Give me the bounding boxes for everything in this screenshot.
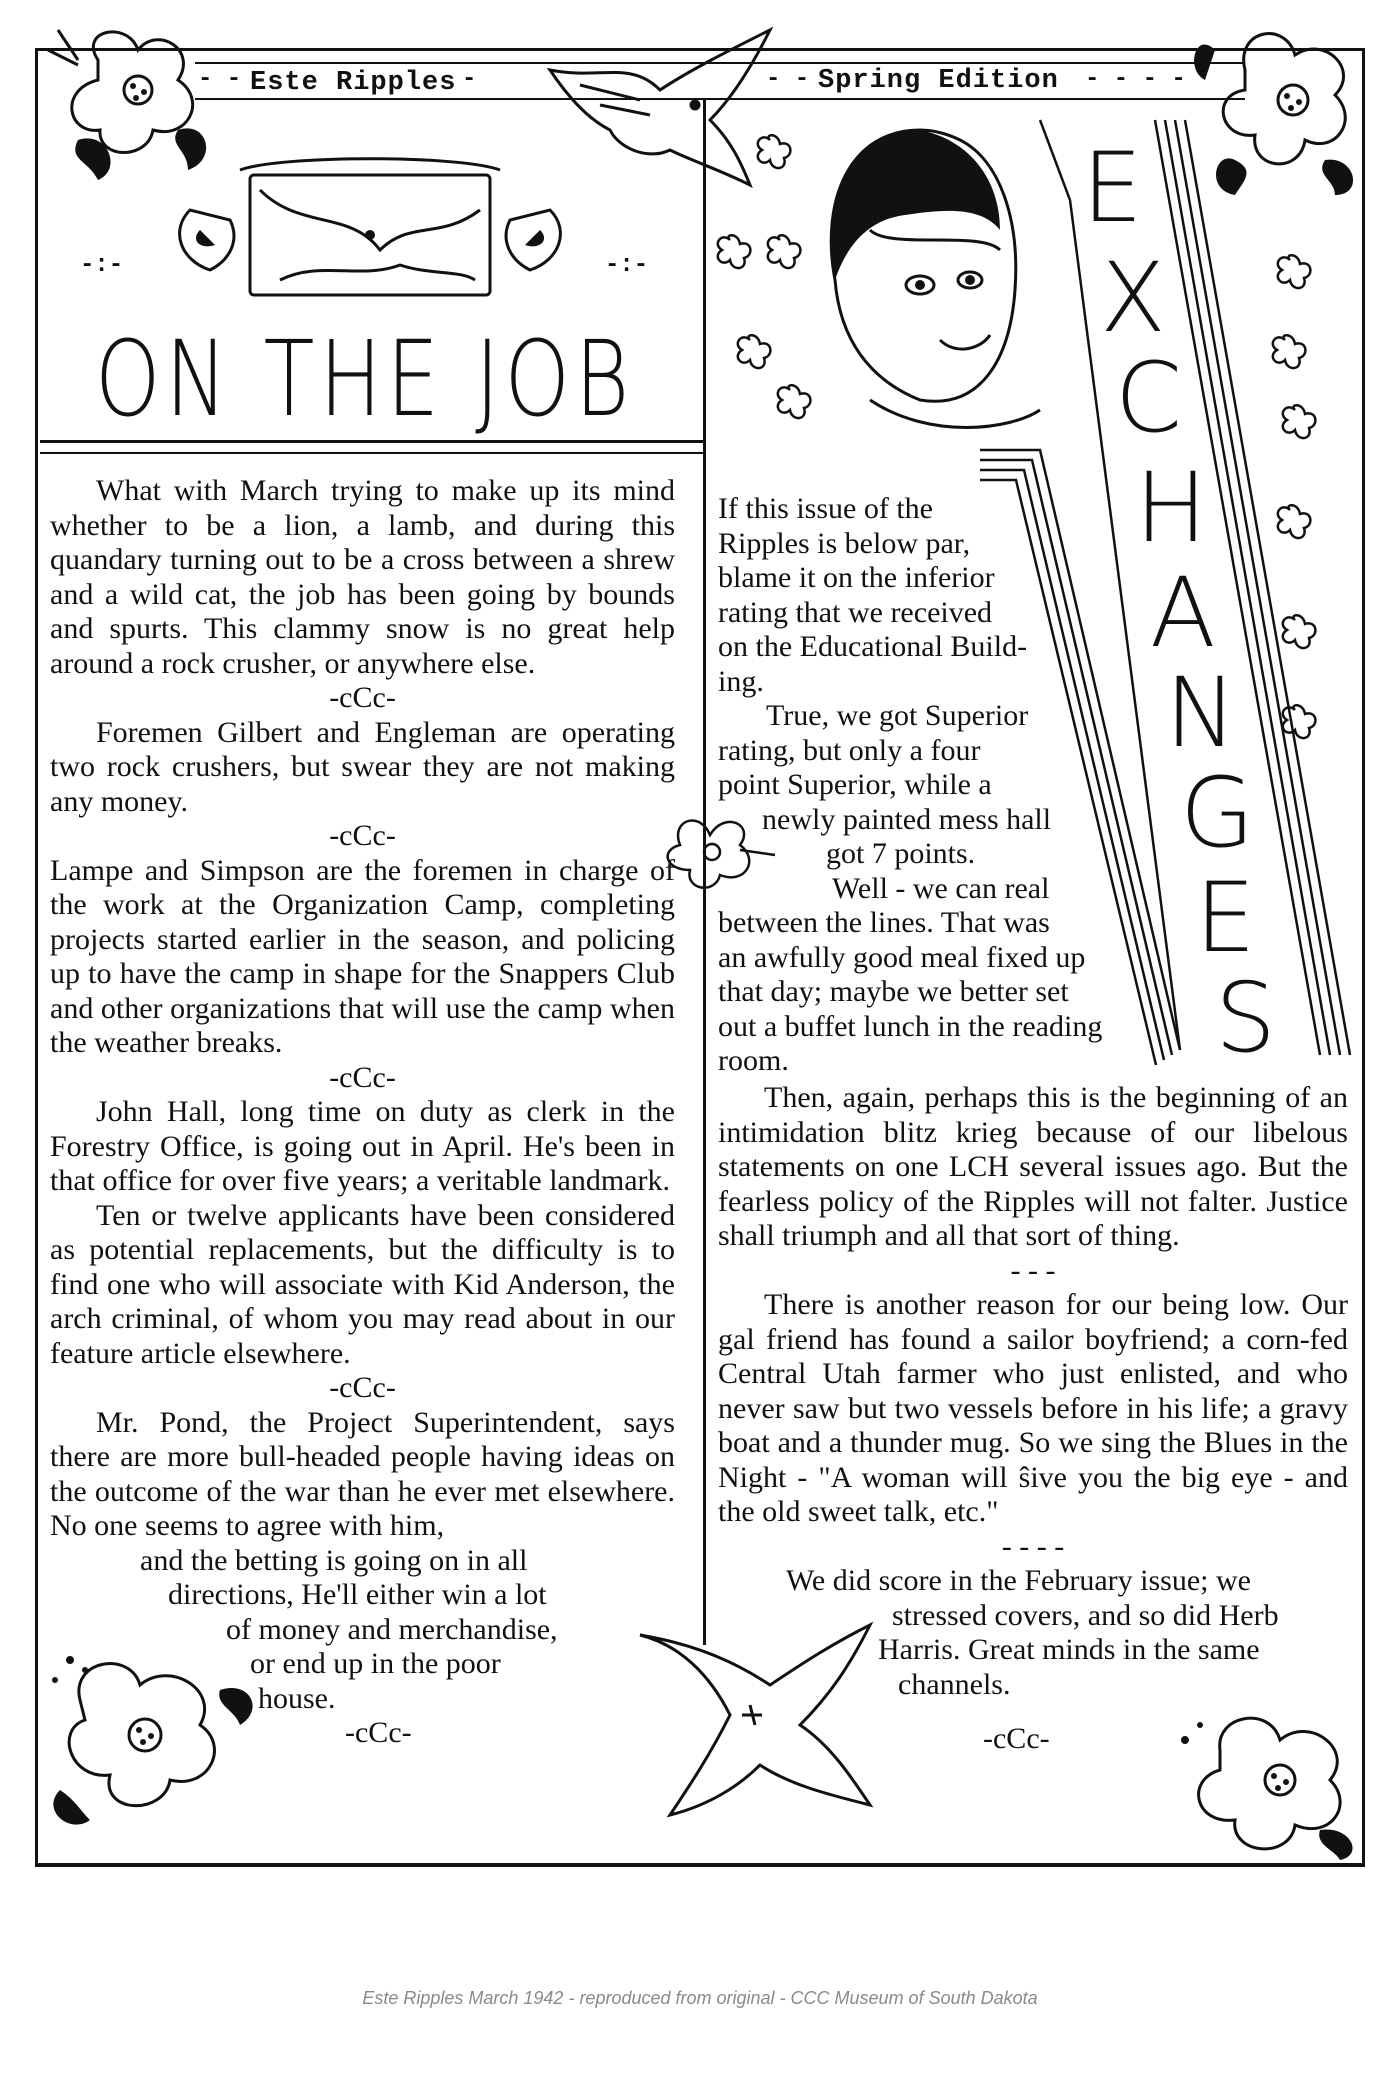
paragraph-line: directions, He'll either win a lot [168, 1578, 547, 1611]
paragraph: John Hall, long time on duty as clerk in the Forestry Office, is going out in April. He's been in that office for over five years; a veritable landmark. [50, 1095, 675, 1197]
paragraph-line: or end up in the poor [250, 1647, 501, 1680]
footer-caption: Este Ripples March 1942 - reproduced from original - CCC Museum of South Dakota [362, 1988, 1038, 2008]
on-the-job-illustration [160, 150, 590, 310]
paragraph-line: If this issue of the [718, 492, 933, 525]
paragraph-line: on the Educational Build- [718, 630, 1028, 663]
paragraph-line: channels. [898, 1667, 1011, 1701]
paragraph-line: of money and merchandise, [226, 1612, 558, 1646]
header-right-label: Spring Edition [818, 66, 1059, 96]
exchanges-letter: X [1100, 242, 1166, 354]
left-column-title: ON THE JOB [95, 318, 635, 440]
separator: -cCc- [329, 819, 396, 852]
exchanges-letter: S [1215, 962, 1276, 1074]
separator: -cCc- [329, 1371, 396, 1404]
paragraph-line: out a buffet lunch in the reading [718, 1009, 1103, 1043]
paragraph-line: an awfully good meal fixed up [718, 940, 1086, 974]
paragraph: Then, again, perhaps this is the beginning of an intimidation blitz krieg because of our libelous statements on one LCH several issues ago. But the fearless policy of the Ripples will not falter. Justice shall triumph and all that sort of thing. [718, 1081, 1348, 1252]
paragraph-line: Well - we can real [832, 871, 1050, 905]
paragraph-line: and the betting is going on in all [140, 1543, 528, 1577]
exchanges-letter: G [1180, 757, 1255, 869]
exchanges-letter: E [1195, 862, 1256, 974]
title-ornament-left: -:- [80, 252, 124, 279]
separator: -cCc- [329, 1060, 396, 1094]
right-column-body [718, 1081, 1348, 1757]
bottom-border [35, 1863, 1365, 1867]
separator: - - - [1010, 1253, 1056, 1287]
separator: - - - - [1001, 1529, 1065, 1563]
paragraph-line: room. [718, 1044, 789, 1077]
paragraph-line: newly painted mess hall [762, 802, 1052, 836]
paragraph-line: rating, but only a four [718, 733, 981, 767]
paragraph-line: house. [258, 1681, 336, 1715]
left-section-rule-2 [40, 452, 705, 454]
paragraph-line: Ripples is below par, [718, 526, 971, 560]
paragraph-line: ing. [718, 664, 764, 698]
left-column-body [50, 474, 675, 1751]
paragraph: Ten or twelve applicants have been considered as potential replacements, but the difficulty is to find one who will associate with Kid Anderson, the arch criminal, of whom you may read about in our feature article elsewhere. [50, 1198, 675, 1370]
paragraph-line: point Superior, while a [718, 768, 992, 801]
paragraph-line: between the lines. That was [718, 906, 1050, 939]
header-dash: - - - - [1085, 66, 1186, 93]
paragraph: Mr. Pond, the Project Superintendent, says there are more bull-headed people having ideas on the outcome of the war than he ever met elsewhere. No one seems to agree with him, [50, 1405, 675, 1542]
paragraph-line: We did score in the February issue; we [786, 1564, 1251, 1597]
separator: -cCc- [329, 681, 396, 714]
paragraph: Foremen Gilbert and Engleman are operating two rock crushers, but swear they are not making any money. [50, 715, 675, 818]
title-ornament-right: -:- [605, 252, 649, 279]
exchanges-letter: H [1135, 452, 1208, 564]
exchanges-letter: E [1082, 132, 1143, 244]
left-border [35, 48, 38, 1866]
paragraph: What with March trying to make up its mind whether to be a lion, a lamb, and during this quandary turning out to be a cross between a shrew and a wild cat, the job has been going by bounds and spurts. This clammy snow is no great help around a rock crusher, or anywhere else. [50, 474, 675, 680]
exchanges-letter: C [1115, 342, 1183, 454]
header-dash: - [462, 66, 477, 93]
paragraph-line: got 7 points. [826, 837, 976, 870]
paragraph-line: stressed covers, and so did Herb [892, 1598, 1279, 1632]
separator: -cCc- [983, 1722, 1050, 1755]
small-flowers-left [710, 120, 830, 420]
left-section-rule [40, 440, 705, 443]
paragraph-line: rating that we received [718, 595, 993, 629]
right-column-intro [718, 492, 1198, 1079]
paragraph: There is another reason for our being low. Our gal friend has found a sailor boyfriend; a corn-fed Central Utah farmer who just enlisted, and who never saw but two vessels before in his life; a gravy boat and a thunder mug. So we sing the Blues in the Night - "A woman will ŝive you the big eye - and the old sweet talk, etc." [718, 1288, 1348, 1528]
separator: -cCc- [345, 1716, 412, 1749]
header-left-label: Este Ripples [250, 68, 457, 98]
header-dash: - - [766, 66, 810, 93]
paragraph-line: blame it on the inferior [718, 561, 995, 594]
paragraph: Lampe and Simpson are the foremen in charge of the work at the Organization Camp, completing projects started earlier in the season, and policing up to have the camp in shape for the Snappers Club and other organizations that will use the camp when the weather breaks. [50, 853, 675, 1059]
paragraph-line: Harris. Great minds in the same [878, 1633, 1260, 1666]
exchanges-letter: A [1150, 557, 1216, 669]
exchanges-letter: N [1165, 657, 1237, 769]
paragraph-line: that day; maybe we better set [718, 975, 1069, 1008]
header-dash: - - [198, 66, 242, 93]
paragraph-line: True, we got Superior [766, 699, 1029, 732]
